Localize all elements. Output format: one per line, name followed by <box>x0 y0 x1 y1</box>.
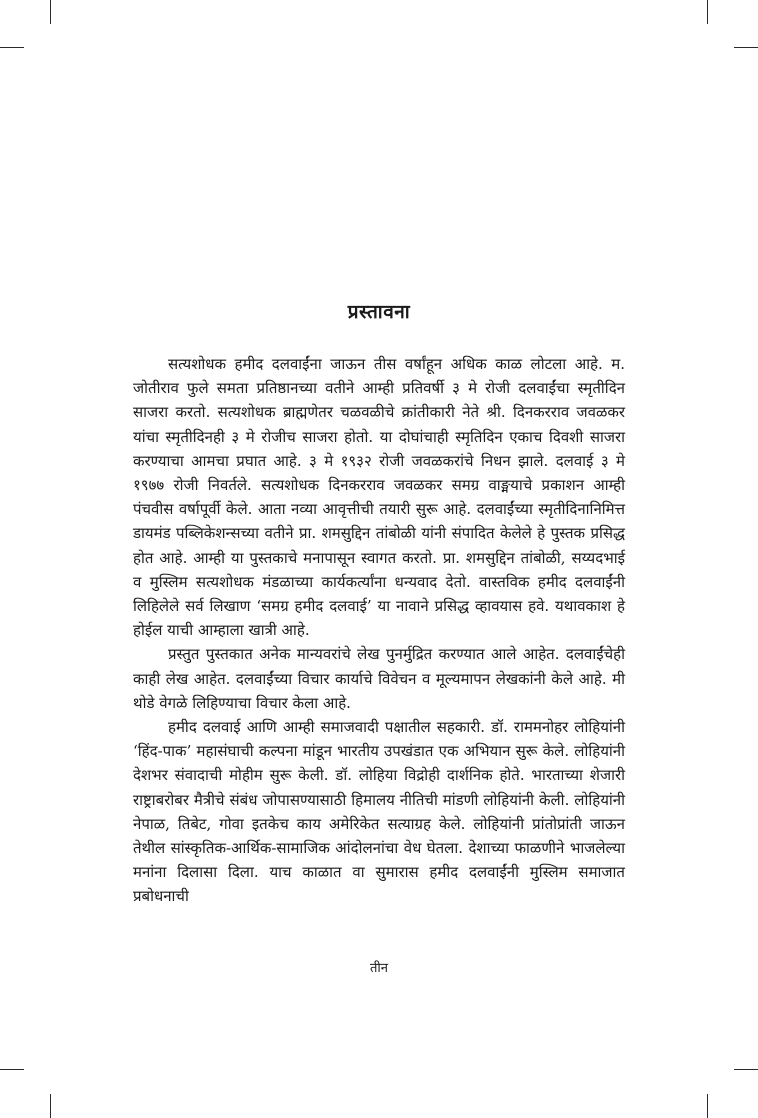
crop-mark-top-right <box>707 0 708 24</box>
paragraph-1: सत्यशोधक हमीद दलवाईंना जाऊन तीस वर्षांहून अधिक काळ लोटला आहे. म. जोतीराव फुले समता प्रतिष्ठानच्या वतीने आम्ही प्रतिवर्षी ३ मे रोजी दलवाईंचा स्मृतीदिन साजरा करतो. सत्यशोधक ब्राह्मणेतर चळवळीचे क्रांतीकारी नेते श्री. दिनकरराव जवळकर यांचा स्मृतीदिनही ३ मे रोजीच साजरा होतो. या दोघांचाही स्मृतिदिन एकाच दिवशी साजरा करण्याचा आमचा प्रघात आहे. ३ मे १९३२ रोजी जवळकरांचे निधन झाले. दलवाई ३ मे १९७७ रोजी निवर्तले. सत्यशोधक दिनकरराव जवळकर समग्र वाङ्मयाचे प्रकाशन आम्ही पंचवीस वर्षापूर्वी केले. आता नव्या आवृत्तीची तयारी सुरू आहे. दलवाईंच्या स्मृतीदिनानिमित्त डायमंड पब्लिकेशन्सच्या वतीने प्रा. शमसुद्दिन तांबोळी यांनी संपादित केलेले हे पुस्तक प्रसिद्ध होत आहे. आम्ही या पुस्तकाचे मनापासून स्वागत करतो. प्रा. शमसुद्दिन तांबोळी, सय्यदभाई व मुस्लिम सत्यशोधक मंडळाच्या कार्यकर्त्यांना धन्यवाद देतो. वास्तविक हमीद दलवाईंनी लिहिलेले सर्व लिखाण ‘समग्र हमीद दलवाई’ या नावाने प्रसिद्ध व्हावयास हवे. यथावकाश हे होईल याची आम्हाला खात्री आहे. <box>133 355 625 640</box>
paragraph-2: प्रस्तुत पुस्तकात अनेक मान्यवरांचे लेख पुनर्मुद्रित करण्यात आले आहेत. दलवाईंचेही काही लेख आहेत. दलवाईंच्या विचार कार्याचे विवेचन व मूल्यमापन लेखकांनी केले आहे. मी थोडे वेगळे लिहिण्याचा विचार केला आहे. <box>133 645 625 712</box>
crop-mark-top-left-horizontal <box>0 47 24 48</box>
crop-mark-bottom-left <box>50 1094 51 1118</box>
page-title: प्रस्तावना <box>347 301 411 323</box>
crop-mark-top-left <box>50 0 51 24</box>
crop-mark-bottom-right-horizontal <box>734 1069 758 1070</box>
crop-mark-top-right-horizontal <box>734 47 758 48</box>
crop-mark-bottom-left-horizontal <box>0 1069 24 1070</box>
paragraph-3: हमीद दलवाई आणि आम्ही समाजवादी पक्षातील सहकारी. डॉ. राममनोहर लोहियांनी ‘हिंद-पाक’ महासंघाची कल्पना मांडून भारतीय उपखंडात एक अभियान सुरू केले. लोहियांनी देशभर संवादाची मोहीम सुरू केली. डॉ. लोहिया विद्रोही दार्शनिक होते. भारताच्या शेजारी राष्ट्राबरोबर मैत्रीचे संबंध जोपासण्यासाठी हिमालय नीतिची मांडणी लोहियांनी केली. लोहियांनी नेपाळ, तिबेट, गोवा इतकेच काय अमेरिकेत सत्याग्रह केले. लोहियांनी प्रांतोप्रांती जाऊन तेथील सांस्कृतिक-आर्थिक-सामाजिक आंदोलनांचा वेध घेतला. देशाच्या फाळणीने भाजलेल्या मनांना दिलासा दिला. याच काळात वा सुमारास हमीद दलवाईंनी मुस्लिम समाजात प्रबोधनाची <box>133 718 625 906</box>
body-text <box>133 352 625 909</box>
crop-mark-bottom-right <box>707 1094 708 1118</box>
page-number: तीन <box>370 961 388 976</box>
